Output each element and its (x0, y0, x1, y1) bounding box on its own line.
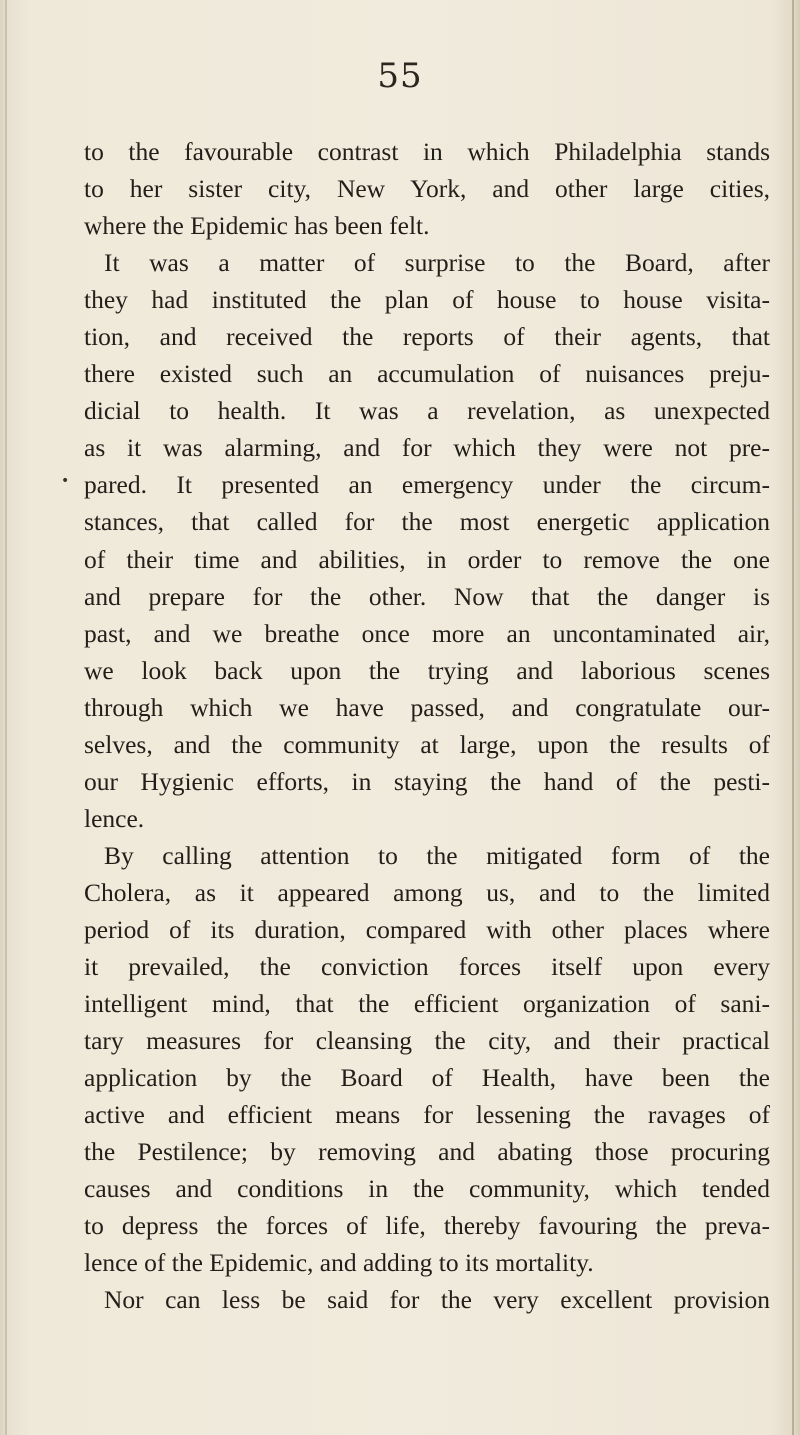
text-line: intelligent mind, that the efficient organization of sani- (84, 989, 770, 1019)
text-line: dicial to health. It was a revelation, as unexpected (84, 396, 770, 426)
text-line: period of its duration, compared with other places where (84, 914, 770, 944)
text-line: to the favourable contrast in which Philadelphia stands (84, 137, 770, 166)
margin-mark: • (61, 473, 70, 489)
text-line: we look back upon the trying and laborious scenes (84, 655, 770, 685)
text-line: to her sister city, New York, and other large cities, (84, 174, 770, 204)
text-line: tary measures for cleansing the city, and their practical (84, 1026, 770, 1056)
text-line: lence. (84, 803, 145, 833)
page-right-edge (792, 0, 794, 1435)
text-line: Cholera, as it appeared among us, and to the limited (84, 877, 770, 907)
text-line: our Hygienic efforts, in staying the hand of the pesti- (84, 766, 770, 796)
text-line: the Pestilence; by removing and abating those procuring (84, 1137, 770, 1167)
page-number: 55 (377, 56, 423, 96)
text-line: causes and conditions in the community, which tended (84, 1174, 770, 1204)
text-line: through which we have passed, and congratulate our- (84, 692, 770, 722)
text-line: selves, and the community at large, upon the results of (84, 729, 770, 759)
text-line: It was a matter of surprise to the Board, after (104, 248, 770, 278)
body-text (84, 133, 770, 1319)
text-line: they had instituted the plan of house to house visita- (84, 285, 770, 315)
text-line: of their time and abilities, in order to remove the one (84, 544, 770, 574)
text-line: it prevailed, the conviction forces itself upon every (84, 952, 770, 982)
text-line: to depress the forces of life, thereby favouring the preva- (84, 1211, 770, 1241)
text-line: there existed such an accumulation of nuisances preju- (84, 359, 770, 389)
text-line: lence of the Epidemic, and adding to its mortality. (84, 1248, 594, 1278)
text-line: tion, and received the reports of their agents, that (84, 322, 770, 352)
text-line: past, and we breathe once more an uncontaminated air, (84, 618, 770, 648)
text-line: and prepare for the other. Now that the danger is (84, 581, 770, 611)
text-line: pared. It presented an emergency under the circum- (84, 470, 770, 500)
text-line: Nor can less be said for the very excellent provision (104, 1285, 770, 1315)
page-left-edge (5, 0, 7, 1435)
text-line: By calling attention to the mitigated form of the (104, 840, 770, 870)
text-line: where the Epidemic has been felt. (84, 211, 430, 241)
text-line: application by the Board of Health, have been the (84, 1063, 770, 1093)
text-line: stances, that called for the most energetic application (84, 507, 770, 537)
text-line: active and efficient means for lessening the ravages of (84, 1100, 770, 1130)
text-line: as it was alarming, and for which they were not pre- (84, 433, 770, 463)
